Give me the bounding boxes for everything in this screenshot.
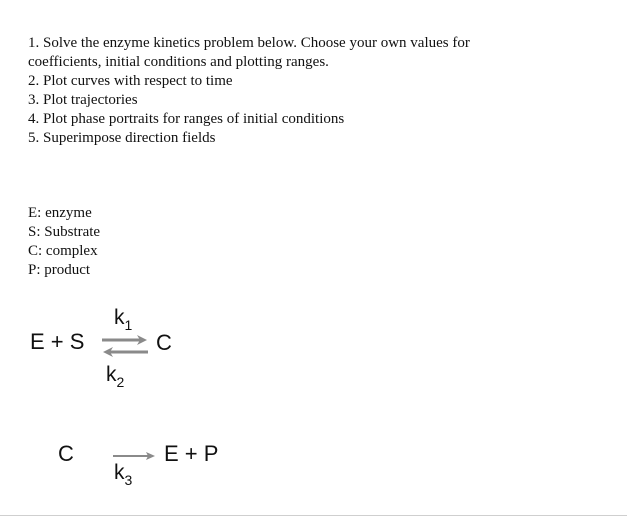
instruction-1: 1. Solve the enzyme kinetics problem below. Choose your own values for — [28, 35, 470, 51]
reaction-1-forward-rate — [114, 306, 133, 333]
instruction-5: 5. Superimpose direction fields — [28, 130, 216, 146]
reaction-1-product: C — [156, 330, 172, 355]
page-bottom-divider — [0, 515, 627, 516]
reaction-2-rate — [114, 461, 133, 488]
rate-k: k — [114, 461, 125, 484]
legend-enzyme: E: enzyme — [28, 205, 92, 221]
rate-subscript: 1 — [124, 317, 133, 333]
rate-k: k — [114, 306, 125, 329]
reaction-2-products: E + P — [164, 441, 219, 466]
rate-subscript: 2 — [116, 374, 125, 390]
legend-substrate: S: Substrate — [28, 224, 101, 240]
legend-product: P: product — [28, 262, 91, 278]
equilibrium-arrows-icon — [100, 334, 150, 360]
instruction-2: 2. Plot curves with respect to time — [28, 73, 233, 89]
forward-arrow-icon — [108, 448, 158, 462]
instruction-3: 3. Plot trajectories — [28, 92, 138, 108]
reaction-2-reactant: C — [58, 441, 74, 466]
reaction-1-reverse-rate — [106, 363, 125, 390]
legend-complex: C: complex — [28, 243, 98, 259]
reaction-1-reactants: E + S — [30, 329, 85, 354]
instructions-list — [28, 34, 588, 148]
instruction-1-continued: coefficients, initial conditions and plotting ranges. — [28, 54, 329, 70]
rate-k: k — [106, 363, 117, 386]
species-legend — [28, 204, 100, 280]
rate-subscript: 3 — [124, 472, 133, 488]
instruction-4: 4. Plot phase portraits for ranges of initial conditions — [28, 111, 345, 127]
